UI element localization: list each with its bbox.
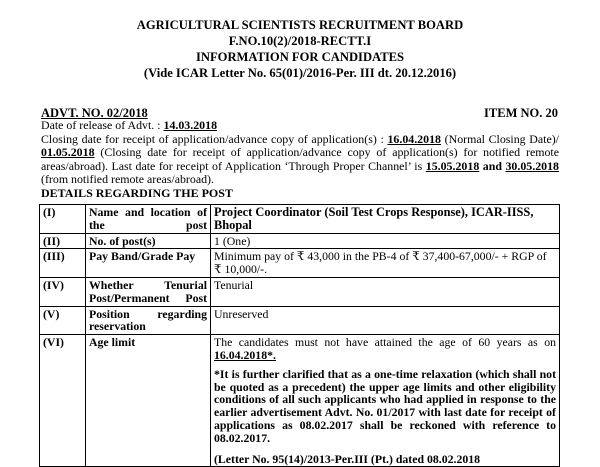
relaxation-note: *It is further clarified that as a one-time relaxation (which shall not be quoted as a precedent) the upper age limits and other eligibility conditions of all such applicants who had applied in response to the earlier advertisement Advt. No. 01/2017 with last date for receipt of applications as 08.02.2017 shall be reckoned with reference to 08.02.2017.: [214, 366, 556, 445]
row-number: (VI): [40, 335, 86, 467]
closing-normal-text: (Normal Closing Date)/: [440, 131, 559, 146]
table-row: [40, 277, 560, 306]
table-row: [40, 335, 560, 467]
closing-date: 16.04.2018: [387, 131, 441, 146]
row-number: (IV): [40, 277, 86, 306]
advertisement-number: ADVT. NO. 02/2018: [41, 106, 148, 120]
letter-note: (Letter No. 95(14)/2013-Per.III (Pt.) dated 08.02.2018: [214, 451, 481, 466]
table-row: [40, 233, 560, 249]
row-value: Unreserved: [211, 306, 560, 335]
info-title: INFORMATION FOR CANDIDATES: [195, 50, 405, 64]
release-date: 14.03.2018: [163, 118, 218, 132]
row-number: (I): [40, 205, 86, 234]
table-row: [40, 249, 560, 278]
closing-remote-text: (Closing date for receipt of application/advance copy of application(s) for notified remote areas/abroad). Last date for receipt of Application ‘Through Proper Channel’ is: [41, 145, 559, 173]
release-date-line: [41, 119, 559, 133]
file-number: F.NO.10(2)/2018-RECTT.I: [228, 34, 372, 48]
closing-remote-date: 01.05.2018: [41, 145, 95, 160]
row-value: Minimum pay of ₹ 43,000 in the PB-4 of ₹ 37,400-67,000/- + RGP of ₹ 10,000/-.: [211, 249, 560, 278]
row-number: (III): [40, 249, 86, 278]
row-label: Name and location of the post: [86, 205, 211, 234]
remote-suffix: (from notified remote areas/abroad).: [41, 172, 214, 187]
age-limit-date: 16.04.2018*.: [214, 347, 276, 362]
row-label: Whether Tenurial Post/Permanent Post: [86, 277, 211, 306]
details-heading: DETAILS REGARDING THE POST: [41, 186, 233, 200]
closing-label: Closing date for receipt of application/advance copy of application(s) :: [41, 131, 388, 146]
row-value: Tenurial: [211, 277, 560, 306]
dates-paragraph: [41, 119, 559, 187]
board-title: AGRICULTURAL SCIENTISTS RECRUITMENT BOARD: [136, 18, 464, 32]
post-name-value: Project Coordinator (Soil Test Crops Response), ICAR-IISS, Bhopal: [211, 205, 560, 234]
age-limit-value: The candidates must not have attained the age of 60 years as on: [214, 335, 556, 350]
letter-reference: (Vide ICAR Letter No. 65(01)/2016-Per. III dt. 20.12.2016): [143, 66, 457, 80]
row-value: 1 (One): [211, 233, 560, 249]
and-text: and: [479, 158, 502, 173]
row-label: Pay Band/Grade Pay: [86, 249, 211, 278]
row-number: (V): [40, 306, 86, 335]
post-details-table: [39, 204, 560, 467]
proper-channel-remote-date: 30.05.2018: [505, 158, 559, 173]
row-label: Age limit: [86, 335, 211, 467]
closing-dates-text: [41, 133, 559, 187]
age-limit-text: [214, 336, 556, 362]
row-label: No. of post(s): [86, 233, 211, 249]
table-row: [40, 205, 560, 234]
release-label: Date of release of Advt. :: [41, 118, 164, 132]
age-limit-cell: [211, 335, 560, 467]
document-header: [0, 17, 600, 81]
table-row: [40, 306, 560, 335]
proper-channel-date: 15.05.2018: [425, 158, 480, 173]
item-number: ITEM NO. 20: [484, 106, 558, 120]
row-number: (II): [40, 233, 86, 249]
row-label: Position regarding reservation: [86, 306, 211, 335]
